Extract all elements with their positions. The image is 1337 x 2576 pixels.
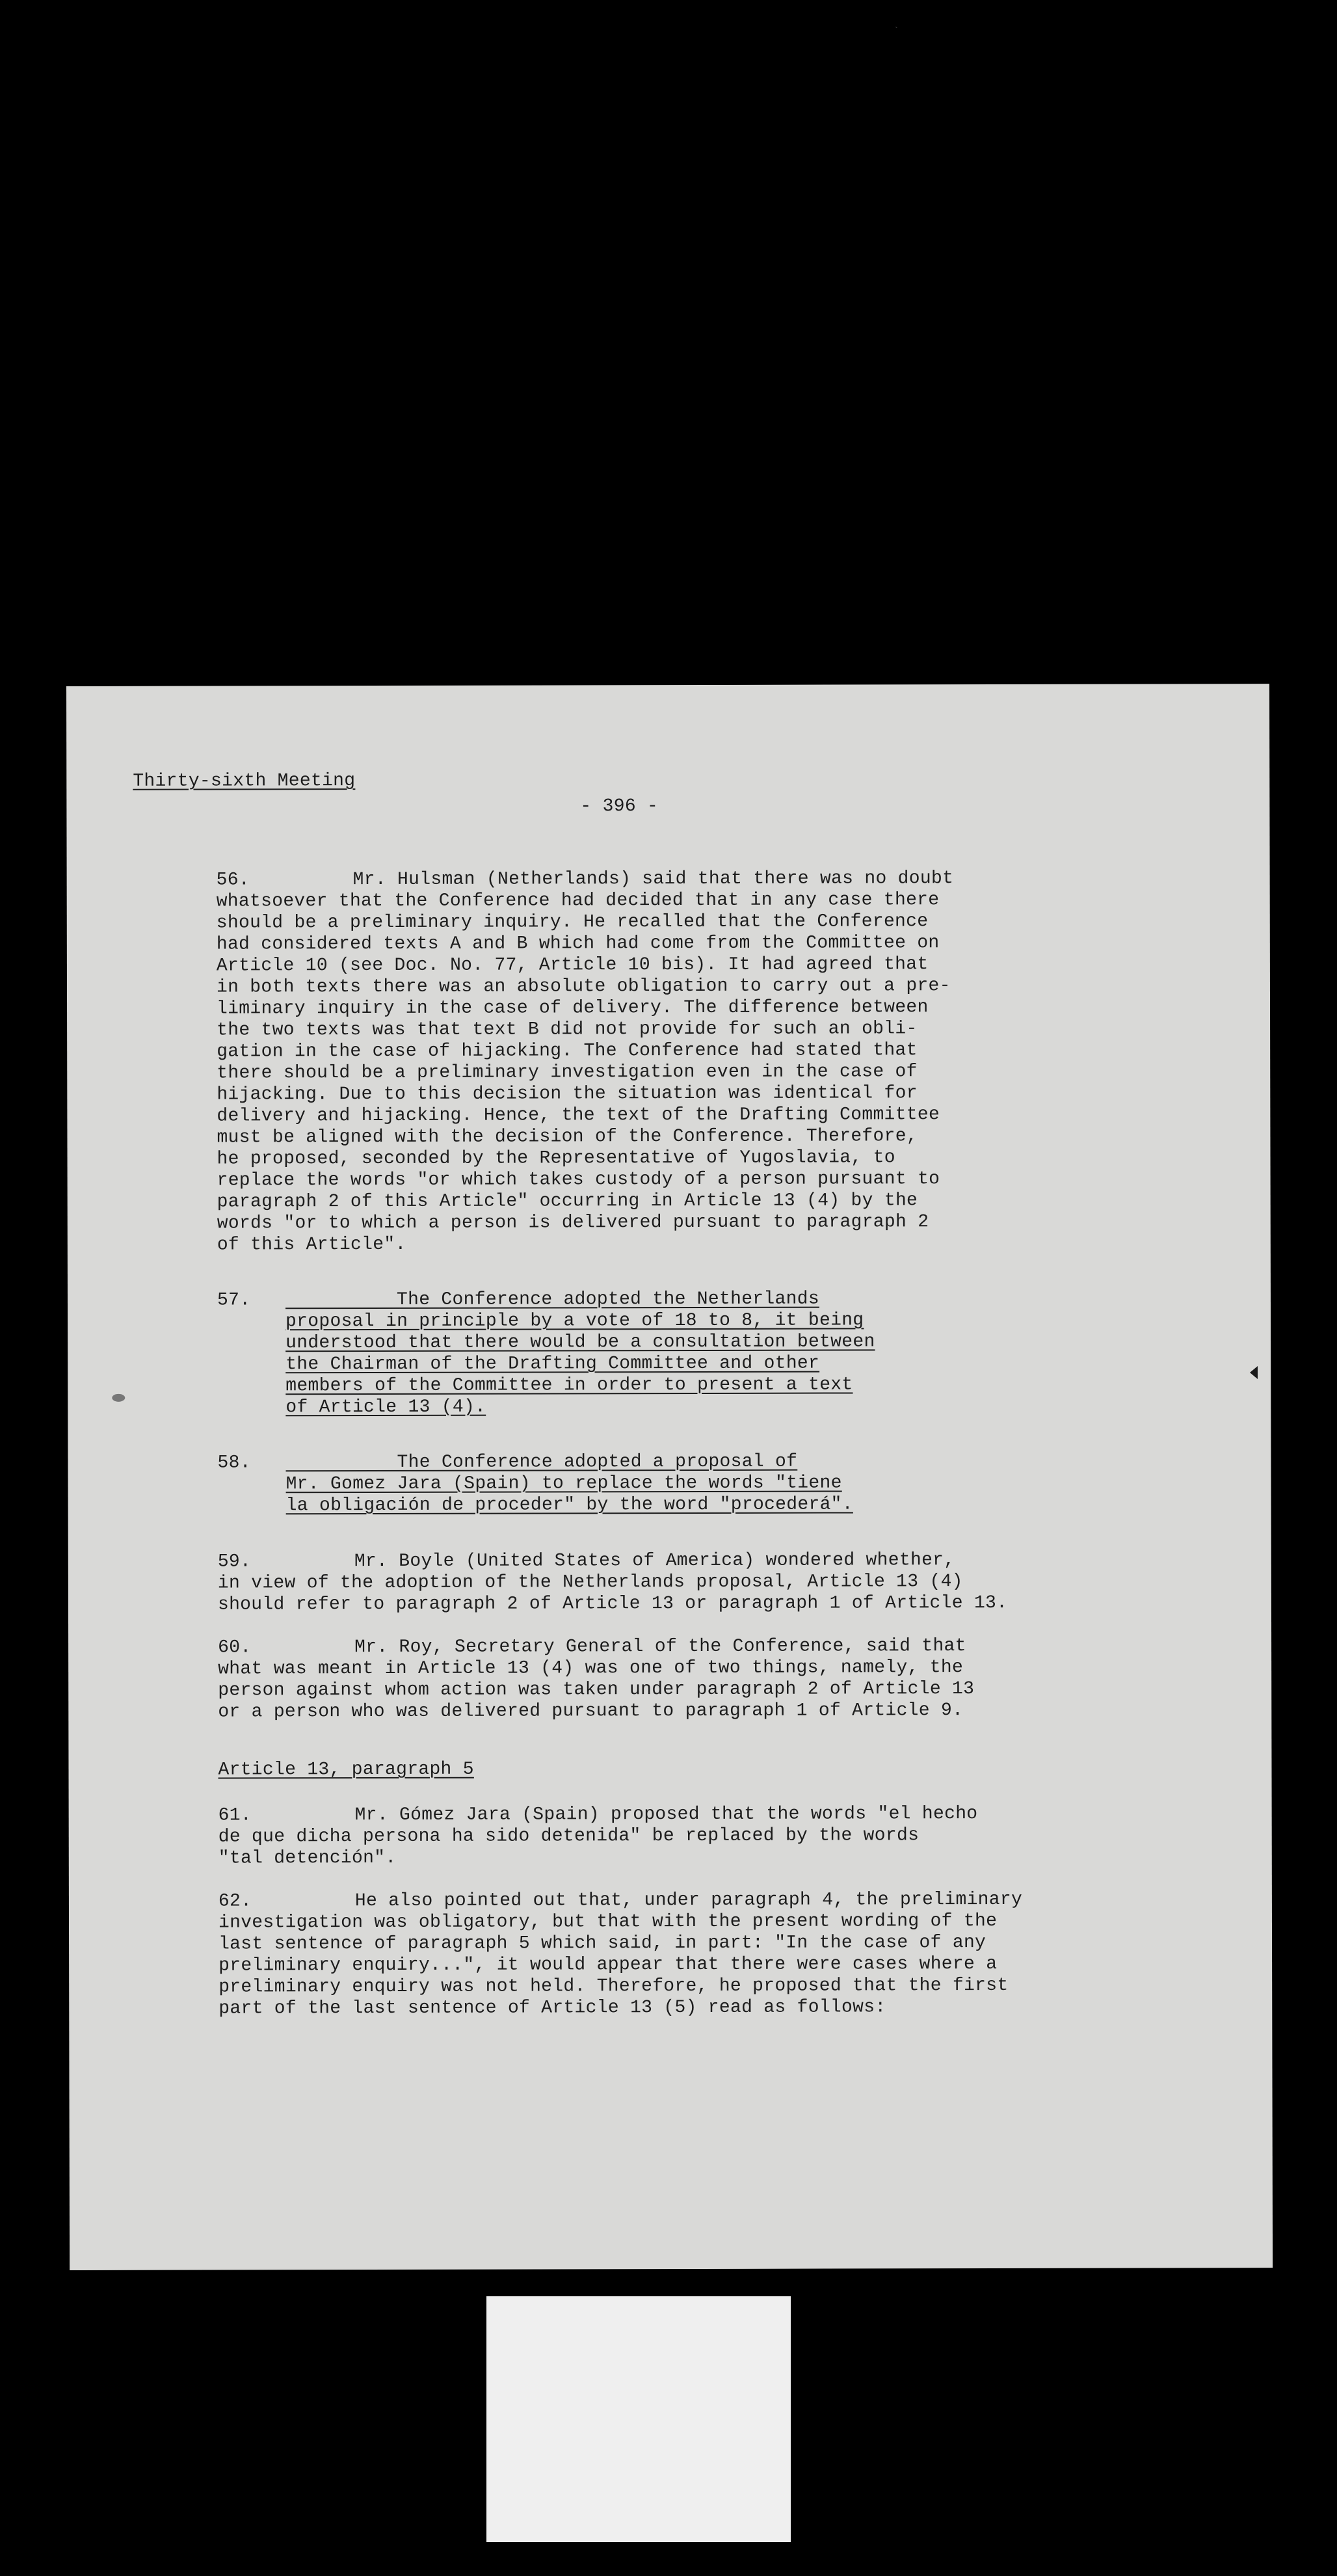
paragraph-line: or a person who was delivered pursuant to paragraph 1 of Article 9. — [218, 1700, 964, 1723]
decision-line: la obligación de proceder" by the word "procederá". — [285, 1494, 853, 1516]
document-page — [66, 684, 1273, 2270]
paragraph-line: liminary inquiry in the case of delivery. The difference between — [217, 997, 929, 1019]
paragraph-line: Mr. Hulsman (Netherlands) said that there was no doubt — [352, 868, 954, 891]
decision-line: proposal in principle by a vote of 18 to 8, it being — [285, 1310, 864, 1332]
paragraph-line: paragraph 2 of this Article" occurring in Article 13 (4) by the — [217, 1190, 918, 1213]
paragraph-line: replace the words "or which takes custody of a person pursuant to — [217, 1169, 940, 1191]
paragraph-line: hijacking. Due to this decision the situation was identical for — [217, 1083, 918, 1105]
paragraph-line: "tal detención". — [218, 1847, 397, 1869]
paragraph-line: investigation was obligatory, but that with the present wording of the — [218, 1911, 998, 1933]
paragraph-line: preliminary enquiry was not held. Therefore, he proposed that the first — [218, 1975, 1009, 1998]
paragraph-line: person against whom action was taken under paragraph 2 of Article 13 — [218, 1679, 975, 1701]
paragraph-number: 58. — [217, 1453, 251, 1473]
paragraph-line: gation in the case of hijacking. The Conference had stated that — [217, 1040, 918, 1062]
paragraph-number: 60. — [218, 1637, 252, 1658]
decision-line: The Conference adopted a proposal of — [285, 1451, 798, 1473]
paragraph-line: words "or to which a person is delivered pursuant to paragraph 2 — [217, 1212, 929, 1234]
paragraph-number: 59. — [217, 1551, 252, 1572]
paragraph-line: last sentence of paragraph 5 which said, in part: "In the case of any — [218, 1933, 986, 1955]
paragraph-line: delivery and hijacking. Hence, the text of the Drafting Committee — [217, 1105, 940, 1127]
paragraph-line: should be a preliminary inquiry. He recalled that the Conference — [216, 911, 929, 933]
paragraph-line: Article 10 (see Doc. No. 77, Article 10 bis). It had agreed that — [216, 954, 929, 976]
paragraph-number: 57. — [217, 1290, 251, 1311]
paragraph-line: what was meant in Article 13 (4) was one of two things, namely, the — [218, 1657, 964, 1680]
paragraph-line: Mr. Roy, Secretary General of the Conference, said that — [354, 1636, 966, 1658]
scan-speck-top: ` — [894, 26, 899, 36]
paragraph-line: in both texts there was an absolute obligation to carry out a pre- — [216, 976, 951, 998]
paragraph-line: Mr. Gómez Jara (Spain) proposed that the words "el hecho — [354, 1804, 978, 1826]
paragraph-line: had considered texts A and B which had come from the Committee on — [216, 933, 940, 955]
paragraph-line: must be aligned with the decision of the Conference. Therefore, — [217, 1126, 918, 1148]
paragraph-number: 62. — [218, 1891, 252, 1912]
section-heading: Article 13, paragraph 5 — [218, 1759, 474, 1780]
paragraph-line: part of the last sentence of Article 13 (5) read as follows: — [218, 1997, 886, 2019]
page-number: - 396 - — [580, 796, 659, 817]
decision-line: the Chairman of the Drafting Committee and other — [285, 1353, 820, 1375]
paragraph-line: in view of the adoption of the Netherlands proposal, Article 13 (4) — [217, 1572, 963, 1594]
paragraph-line: whatsoever that the Conference had decided that in any case there — [216, 890, 940, 912]
paragraph-line: he proposed, seconded by the Representative of Yugoslavia, to — [217, 1147, 895, 1170]
decision-line: The Conference adopted the Netherlands — [285, 1289, 819, 1311]
paragraph-number: 61. — [218, 1805, 252, 1826]
paragraph-line: should refer to paragraph 2 of Article 13 or paragraph 1 of Article 13. — [217, 1592, 1008, 1615]
paragraph-line: the two texts was that text B did not provide for such an obli- — [217, 1019, 918, 1041]
paragraph-line: there should be a preliminary investigation even in the case of — [217, 1062, 918, 1084]
blank-slip — [486, 2296, 791, 2542]
decision-line: members of the Committee in order to present a text — [285, 1375, 853, 1397]
decision-line: of Article 13 (4). — [285, 1397, 486, 1418]
paragraph-line: of this Article". — [217, 1234, 406, 1255]
decision-line: understood that there would be a consultation between — [285, 1332, 875, 1354]
paragraph-line: Mr. Boyle (United States of America) wondered whether, — [354, 1550, 955, 1572]
paragraph-line: de que dicha persona ha sido detenida" be replaced by the words — [218, 1825, 920, 1847]
paragraph-line: preliminary enquiry...", it would appear that there were cases where a — [218, 1954, 998, 1976]
meeting-title: Thirty-sixth Meeting — [133, 771, 356, 792]
paragraph-number: 56. — [216, 870, 250, 891]
paragraph-line: He also pointed out that, under paragraph 4, the preliminary — [354, 1889, 1023, 1912]
decision-line: Mr. Gomez Jara (Spain) to replace the words "tiene — [285, 1473, 842, 1495]
scan-speck — [112, 1394, 125, 1402]
